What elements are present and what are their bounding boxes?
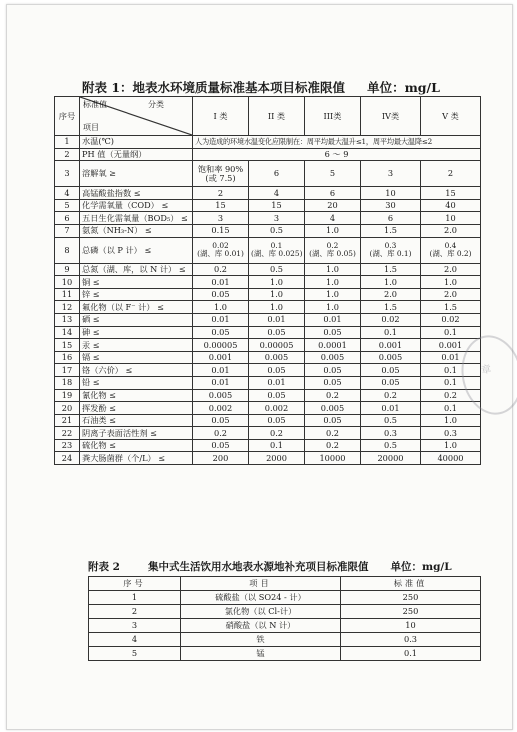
table-row — [89, 647, 481, 661]
row-item: 硝酸盐（以 N 计） — [181, 619, 341, 633]
header-class-2: II 类 — [249, 97, 305, 136]
row-item: 锌 ≤ — [80, 288, 193, 301]
table-row — [55, 427, 481, 440]
table-row — [55, 351, 481, 364]
table-row — [55, 439, 481, 452]
row-number: 18 — [55, 376, 80, 389]
row-value: 0.01 — [193, 376, 249, 389]
row-value: 0.002 — [193, 402, 249, 415]
table-row — [89, 619, 481, 633]
row-value: 4 — [249, 187, 305, 200]
table-row — [55, 237, 481, 263]
row-value: 0.01 — [193, 276, 249, 289]
row-value: 40 — [421, 199, 481, 212]
row-value: 2 — [421, 161, 481, 187]
row-item: 铬（六价） ≤ — [80, 364, 193, 377]
row-value: 1.0 — [305, 288, 361, 301]
row-value: 0.02 — [361, 313, 421, 326]
table2-title: 集中式生活饮用水地表水源地补充项目标准限值 — [147, 561, 369, 573]
row-item: 总磷（以 P 计） ≤ — [80, 237, 193, 263]
row-value: 40000 — [421, 452, 481, 465]
table2-title-line — [88, 559, 452, 574]
row-item: 氨氮（NH₃-N） ≤ — [80, 224, 193, 237]
table-row — [55, 288, 481, 301]
row-number: 5 — [89, 647, 181, 661]
table-row — [55, 313, 481, 326]
row-value: 0.05 — [249, 326, 305, 339]
header-std-val: 标准值 — [83, 100, 107, 109]
row-value: 0.05 — [361, 376, 421, 389]
drinking-water-supplement-table — [88, 576, 481, 661]
row-item: 氟化物（以 F⁻ 计） ≤ — [80, 301, 193, 314]
table-row — [55, 452, 481, 465]
table2-header-0: 序号 — [89, 577, 181, 591]
table2-label: 附表 2 — [88, 561, 120, 573]
value-line: 0.3 — [384, 241, 397, 251]
table-row — [55, 339, 481, 352]
row-value: 0.01 — [193, 313, 249, 326]
table-row — [55, 376, 481, 389]
row-value: 0.1 — [341, 647, 481, 661]
row-value: 0.01 — [249, 376, 305, 389]
row-value: 3 — [193, 212, 249, 225]
row-note: 人为造成的环境水温变化应限制在：周平均最大温升≤1，周平均最大温降≤2 — [193, 136, 481, 149]
header-item: 项目 — [83, 122, 99, 132]
row-value: 0.3 — [361, 427, 421, 440]
table-row — [55, 326, 481, 339]
row-value: 0.1 — [421, 326, 481, 339]
table2-header-2: 标准值 — [341, 577, 481, 591]
row-value: 0.05 — [305, 364, 361, 377]
row-number: 4 — [89, 633, 181, 647]
row-value: 0.05 — [305, 414, 361, 427]
row-value: 6 — [249, 161, 305, 187]
row-value: 3 — [361, 161, 421, 187]
row-number: 3 — [89, 619, 181, 633]
row-item: 化学需氧量（COD） ≤ — [80, 199, 193, 212]
row-value: 250 — [341, 605, 481, 619]
row-item: 石油类 ≤ — [80, 414, 193, 427]
row-value: 0.05 — [305, 376, 361, 389]
row-value: 0.01 — [249, 313, 305, 326]
row-value: 0.005 — [305, 351, 361, 364]
row-value: 0.005 — [193, 389, 249, 402]
row-number: 2 — [89, 605, 181, 619]
row-value: 0.05 — [249, 414, 305, 427]
row-value — [193, 161, 249, 187]
row-number: 1 — [89, 591, 181, 605]
row-number: 23 — [55, 439, 80, 452]
table-row — [55, 212, 481, 225]
row-value: 15 — [421, 187, 481, 200]
row-item: 阴离子表面活性剂 ≤ — [80, 427, 193, 440]
row-value: 0.2 — [421, 389, 481, 402]
row-value: 0.5 — [249, 224, 305, 237]
row-value: 6 — [361, 212, 421, 225]
row-value: 1.5 — [361, 263, 421, 276]
row-value: 1.0 — [305, 224, 361, 237]
row-value: 200 — [193, 452, 249, 465]
row-value: 0.02 — [421, 313, 481, 326]
table-row — [55, 187, 481, 200]
row-number: 16 — [55, 351, 80, 364]
row-value: 0.002 — [249, 402, 305, 415]
row-value: 250 — [341, 591, 481, 605]
row-number: 14 — [55, 326, 80, 339]
row-value: 0.1 — [421, 364, 481, 377]
value-line: 0.02 — [212, 241, 229, 251]
row-value: 0.05 — [249, 389, 305, 402]
row-number: 20 — [55, 402, 80, 415]
row-value: 1.0 — [305, 263, 361, 276]
row-item: 铜 ≤ — [80, 276, 193, 289]
row-value: 0.001 — [361, 339, 421, 352]
table-row — [55, 364, 481, 377]
row-item: 汞 ≤ — [80, 339, 193, 352]
row-value: 0.01 — [421, 351, 481, 364]
row-value: 0.2 — [193, 263, 249, 276]
table-row — [89, 633, 481, 647]
row-value: 0.05 — [193, 439, 249, 452]
row-value: 1.5 — [421, 301, 481, 314]
row-value: 0.005 — [305, 402, 361, 415]
table-row — [55, 148, 481, 161]
table-row — [55, 389, 481, 402]
stamp-text: 章 — [477, 363, 491, 376]
row-value: 0.1 — [421, 376, 481, 389]
row-value: 1.5 — [361, 224, 421, 237]
row-value: 0.05 — [305, 326, 361, 339]
row-number: 8 — [55, 237, 80, 263]
row-value: 0.2 — [305, 389, 361, 402]
row-item: 砷 ≤ — [80, 326, 193, 339]
row-item: 铅 ≤ — [80, 376, 193, 389]
table-row — [55, 402, 481, 415]
row-number: 15 — [55, 339, 80, 352]
row-number: 2 — [55, 148, 80, 161]
value-line: 0.4 — [444, 241, 457, 251]
table-row — [89, 605, 481, 619]
row-value: 1.0 — [421, 414, 481, 427]
row-value: 1.0 — [361, 276, 421, 289]
value-line: (或 7.5) — [205, 172, 236, 183]
row-number: 10 — [55, 276, 80, 289]
row-value: 1.0 — [421, 276, 481, 289]
row-value: 0.2 — [305, 439, 361, 452]
value-sub-line: (湖、库 0.1) — [369, 249, 412, 259]
row-value: 5 — [305, 161, 361, 187]
row-value: 2.0 — [421, 288, 481, 301]
row-value: 0.005 — [361, 351, 421, 364]
row-value: 0.0001 — [305, 339, 361, 352]
row-value: 15 — [193, 199, 249, 212]
row-item: 高锰酸盐指数 ≤ — [80, 187, 193, 200]
row-value: 2.0 — [361, 288, 421, 301]
row-value: 0.3 — [421, 427, 481, 440]
row-value: 10000 — [305, 452, 361, 465]
row-value: 4 — [305, 212, 361, 225]
row-item: 五日生化需氧量（BOD₅） ≤ — [80, 212, 193, 225]
row-value: 0.05 — [361, 364, 421, 377]
row-number: 9 — [55, 263, 80, 276]
row-value: 0.05 — [193, 288, 249, 301]
table1-unit: 单位：mg/L — [367, 80, 440, 95]
row-item: 锰 — [181, 647, 341, 661]
row-value: 0.15 — [193, 224, 249, 237]
row-value: 0.5 — [361, 439, 421, 452]
surface-water-standard-table — [54, 96, 481, 465]
table2-unit: 单位：mg/L — [390, 561, 452, 573]
row-number: 17 — [55, 364, 80, 377]
row-value: 0.1 — [361, 326, 421, 339]
row-value: 1.5 — [361, 301, 421, 314]
row-number: 5 — [55, 199, 80, 212]
row-item: 水温(℃) — [80, 136, 193, 149]
row-item: 硫化物 ≤ — [80, 439, 193, 452]
row-value: 20000 — [361, 452, 421, 465]
row-value: 2.0 — [421, 224, 481, 237]
row-value: 0.01 — [361, 402, 421, 415]
table-row — [55, 414, 481, 427]
row-value: 15 — [249, 199, 305, 212]
row-range: 6 ～ 9 — [193, 148, 481, 161]
row-value — [249, 237, 305, 263]
row-value: 1.0 — [249, 276, 305, 289]
row-value: 1.0 — [305, 301, 361, 314]
table-row — [55, 276, 481, 289]
row-item: 挥发酚 ≤ — [80, 402, 193, 415]
row-number: 7 — [55, 224, 80, 237]
row-value: 0.001 — [193, 351, 249, 364]
row-value: 0.1 — [421, 402, 481, 415]
row-value: 0.01 — [193, 364, 249, 377]
row-item: 粪大肠菌群（个/L） ≤ — [80, 452, 193, 465]
row-value: 30 — [361, 199, 421, 212]
row-value: 0.00005 — [249, 339, 305, 352]
row-value: 10 — [421, 212, 481, 225]
header-class-3: III类 — [305, 97, 361, 136]
header-diagonal-cell — [80, 97, 193, 136]
row-value: 0.2 — [249, 427, 305, 440]
table1-title: 附表 1：地表水环境质量标准基本项目标准限值 — [82, 80, 346, 95]
row-value: 0.05 — [249, 364, 305, 377]
row-value: 0.2 — [305, 427, 361, 440]
row-value: 0.2 — [193, 427, 249, 440]
row-value: 0.3 — [341, 633, 481, 647]
table-row — [55, 301, 481, 314]
row-item: 镉 ≤ — [80, 351, 193, 364]
header-class-5: V 类 — [421, 97, 481, 136]
value-sub-line: (湖、库 0.025) — [251, 249, 303, 259]
table-row — [55, 161, 481, 187]
row-number: 19 — [55, 389, 80, 402]
row-value: 1.0 — [305, 276, 361, 289]
row-value: 0.05 — [193, 326, 249, 339]
header-seq: 序号 — [55, 97, 80, 136]
header-class-1: I 类 — [193, 97, 249, 136]
row-item: 硒 ≤ — [80, 313, 193, 326]
row-value: 1.0 — [249, 301, 305, 314]
value-sub-line: (湖、库 0.05) — [309, 249, 356, 259]
row-item: 溶解氧 ≥ — [80, 161, 193, 187]
row-item: 总氮（湖、库，以 N 计） ≤ — [80, 263, 193, 276]
value-sub-line: (湖、库 0.01) — [197, 249, 244, 259]
row-value: 1.0 — [421, 439, 481, 452]
row-value: 0.2 — [361, 389, 421, 402]
table2-header-row — [89, 577, 481, 591]
table-row — [55, 199, 481, 212]
table2-header-1: 项目 — [181, 577, 341, 591]
row-number: 21 — [55, 414, 80, 427]
table1-header-row — [55, 97, 481, 136]
row-item: 氯化物（以 Cl-计） — [181, 605, 341, 619]
row-value: 0.001 — [421, 339, 481, 352]
row-value: 0.01 — [305, 313, 361, 326]
row-number: 6 — [55, 212, 80, 225]
row-number: 22 — [55, 427, 80, 440]
row-value — [361, 237, 421, 263]
value-sub-line: (湖、库 0.2) — [429, 249, 472, 259]
row-value — [193, 237, 249, 263]
row-number: 11 — [55, 288, 80, 301]
value-line: 0.2 — [326, 241, 339, 251]
table-row — [55, 224, 481, 237]
table-row — [89, 591, 481, 605]
row-value — [421, 237, 481, 263]
value-line: 0.1 — [270, 241, 283, 251]
row-item: 硫酸盐（以 SO24 - 计） — [181, 591, 341, 605]
row-value: 10 — [361, 187, 421, 200]
row-number: 3 — [55, 161, 80, 187]
header-class-4: IV类 — [361, 97, 421, 136]
row-value: 2 — [193, 187, 249, 200]
row-value: 10 — [341, 619, 481, 633]
table-row — [55, 263, 481, 276]
row-value: 1.0 — [249, 288, 305, 301]
value-line: 饱和率 90% — [197, 164, 244, 175]
header-class: 分类 — [148, 100, 164, 109]
row-item: 氰化物 ≤ — [80, 389, 193, 402]
row-value: 2000 — [249, 452, 305, 465]
row-value: 0.00005 — [193, 339, 249, 352]
row-number: 13 — [55, 313, 80, 326]
row-value: 0.5 — [249, 263, 305, 276]
row-value: 3 — [249, 212, 305, 225]
row-value: 0.1 — [249, 439, 305, 452]
row-number: 24 — [55, 452, 80, 465]
table-row — [55, 136, 481, 149]
row-value: 1.0 — [193, 301, 249, 314]
row-value: 2.0 — [421, 263, 481, 276]
row-value: 20 — [305, 199, 361, 212]
table1-title-line — [82, 78, 440, 96]
row-value: 6 — [305, 187, 361, 200]
row-value — [305, 237, 361, 263]
row-value: 0.05 — [193, 414, 249, 427]
row-value: 0.005 — [249, 351, 305, 364]
row-number: 1 — [55, 136, 80, 149]
row-item: PH 值（无量纲） — [80, 148, 193, 161]
row-value: 0.5 — [361, 414, 421, 427]
row-number: 12 — [55, 301, 80, 314]
row-number: 4 — [55, 187, 80, 200]
row-item: 铁 — [181, 633, 341, 647]
